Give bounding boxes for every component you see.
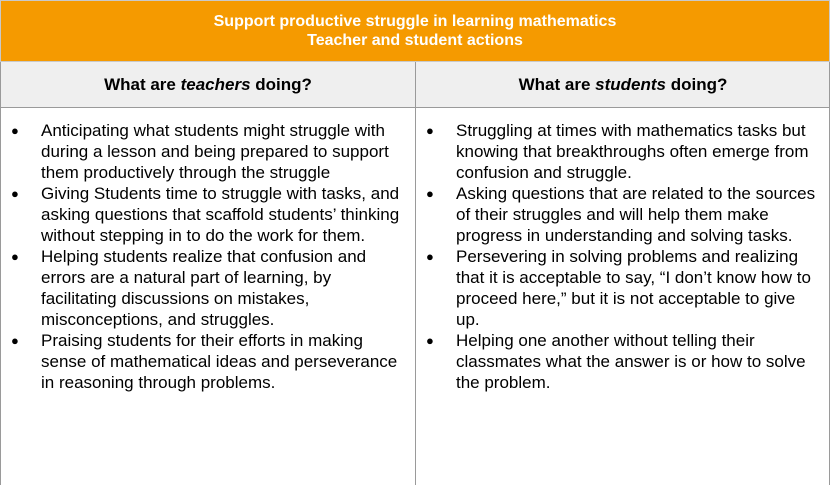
- students-action-list: [424, 120, 816, 393]
- bullet-icon: ●: [426, 333, 434, 348]
- bullet-icon: ●: [426, 186, 434, 201]
- bullet-icon: ●: [11, 123, 19, 138]
- bullet-icon: ●: [426, 249, 434, 264]
- list-item: [9, 183, 401, 246]
- list-item: [9, 120, 401, 183]
- bullet-icon: ●: [426, 123, 434, 138]
- list-item-text: Helping one another without telling their classmates what the answer is or how to solve the problem.: [456, 331, 806, 392]
- teachers-header-suffix: doing?: [250, 74, 312, 94]
- list-item-text: Persevering in solving problems and realizing that it is acceptable to say, “I don’t know how to proceed here,” but it is not acceptable to give up.: [456, 247, 811, 329]
- column-header-row: [0, 62, 830, 108]
- title-line-2: Teacher and student actions: [307, 32, 523, 49]
- body-column-divider: [415, 108, 416, 485]
- bullet-icon: ●: [11, 333, 19, 348]
- teachers-column-header: [1, 62, 415, 107]
- table-title: [0, 0, 830, 62]
- bullet-icon: ●: [11, 186, 19, 201]
- title-line-1: Support productive struggle in learning mathematics: [213, 13, 617, 30]
- table-body-row: [0, 108, 830, 485]
- students-header-prefix: What are: [518, 74, 596, 94]
- students-header-suffix: doing?: [666, 74, 728, 94]
- teachers-action-list: [9, 120, 401, 393]
- list-item: [9, 330, 401, 393]
- students-column-header: [416, 62, 830, 107]
- list-item-text: Praising students for their efforts in making sense of mathematical ideas and perseverance in reasoning through problems.: [41, 331, 398, 392]
- students-header-emphasis: students: [595, 74, 666, 94]
- list-item-text: Asking questions that are related to the sources of their struggles and will help them make progress in understanding and solving tasks.: [456, 184, 816, 245]
- list-item-text: Helping students realize that confusion and errors are a natural part of learning, by facilitating discussions on mistakes, misconceptions, and struggles.: [41, 247, 367, 329]
- list-item-text: Struggling at times with mathematics tasks but knowing that breakthroughs often emerge from confusion and struggle.: [456, 121, 809, 182]
- list-item: [424, 246, 816, 330]
- list-item: [424, 330, 816, 393]
- teachers-header-emphasis: teachers: [180, 74, 251, 94]
- list-item-text: Giving Students time to struggle with tasks, and asking questions that scaffold students’ thinking without stepping in to do the work for them.: [41, 184, 400, 245]
- list-item: [424, 183, 816, 246]
- bullet-icon: ●: [11, 249, 19, 264]
- teachers-header-prefix: What are: [104, 74, 181, 94]
- list-item: [424, 120, 816, 183]
- list-item: [9, 246, 401, 330]
- list-item-text: Anticipating what students might struggle with during a lesson and being prepared to support them productively through the struggle: [41, 121, 389, 182]
